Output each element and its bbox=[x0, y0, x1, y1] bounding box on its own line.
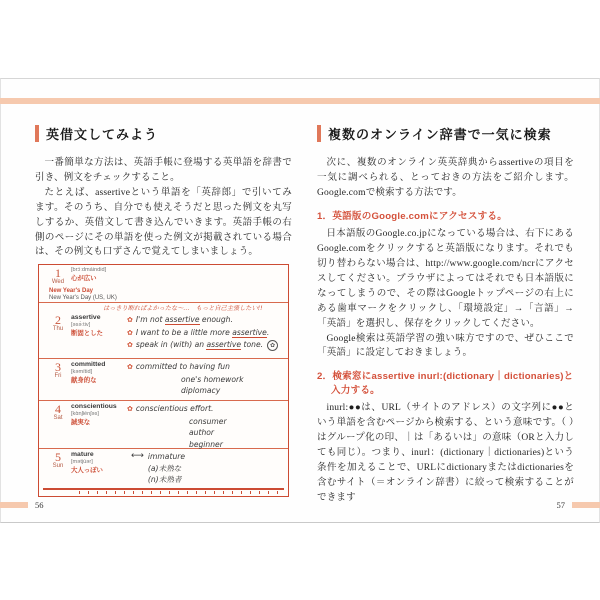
holiday-event-red: New Year's Day bbox=[49, 288, 94, 294]
example-sentence bbox=[189, 427, 227, 439]
sentence-text: (a)未熟な bbox=[147, 463, 182, 473]
date-number: 1 bbox=[55, 266, 61, 280]
step1-title: 1．英語版のGoogle.comにアクセスする。 bbox=[317, 210, 508, 222]
sentence-text: immature bbox=[147, 452, 186, 461]
example-sentence bbox=[127, 339, 278, 352]
sentence-text: one's homework bbox=[181, 374, 244, 384]
example-sentence bbox=[148, 463, 185, 475]
word-cell bbox=[71, 451, 127, 486]
step2-title: 2．検索窓にassertive inurl:(dictionary｜dictionaries)と入力する。 bbox=[317, 371, 574, 396]
example-sentence bbox=[181, 374, 244, 386]
flower-bullet-icon: ✿ bbox=[127, 363, 133, 371]
double-arrow-icon: ⟷ bbox=[131, 451, 144, 461]
left-paragraph-1: 一番簡単な方法は、英語手帳に登場する英単語を辞書で引き、例文をチェックすること。 bbox=[35, 158, 292, 183]
date-cell bbox=[45, 361, 71, 397]
date-weekday: Fri bbox=[54, 373, 62, 379]
diary-row-jan3 bbox=[39, 359, 288, 401]
sentence-text: enough. bbox=[199, 315, 233, 324]
flower-bullet-icon: ✿ bbox=[127, 341, 133, 349]
date-cell bbox=[45, 451, 71, 486]
handwritten-example-sentences bbox=[127, 314, 278, 352]
antonym-block bbox=[148, 451, 185, 486]
date-weekday: Thu bbox=[52, 326, 64, 332]
example-sentence bbox=[127, 361, 244, 374]
flower-bullet-icon: ✿ bbox=[127, 405, 133, 413]
underlined-keyword: assertive bbox=[232, 327, 267, 337]
date-number: 4 bbox=[55, 402, 61, 416]
top-salmon-bar bbox=[0, 98, 600, 104]
sentence-text: author bbox=[189, 428, 215, 437]
sentence-text: committed to having fun bbox=[135, 362, 230, 371]
word-meaning: 大人っぽい bbox=[71, 467, 103, 474]
left-paragraph-2: たとえば、assertiveという単語を「英辞郎」で引いてみます。そのうち、自分でも使えそうだと思った例文を丸写しするか、英借文して書き込んでいきます。英語手帳の右側のページにその単語を使った例文が掲載されている場合は、その例文も口ずさんで覚えてしまいましょう。 bbox=[35, 187, 292, 258]
sentence-text: diplomacy bbox=[181, 386, 221, 395]
sentence-text: tone. bbox=[241, 340, 264, 349]
diary-ruler-ticks bbox=[79, 491, 280, 494]
sentence-text: I'm not bbox=[135, 315, 165, 324]
handwritten-example-sentences bbox=[127, 403, 227, 450]
word-meaning: 誠実な bbox=[71, 419, 91, 426]
date-number: 5 bbox=[55, 450, 61, 464]
date-weekday: Sun bbox=[52, 463, 64, 469]
date-cell bbox=[45, 314, 71, 352]
left-page-number: 56 bbox=[35, 500, 44, 510]
word-pronunciation: [əsə́ːtiv] bbox=[71, 322, 91, 328]
underlined-keyword: assertive bbox=[164, 315, 200, 324]
example-sentence bbox=[148, 474, 185, 486]
handwritten-red-note: はっきり断ればよかったな〜… もっと自己主張したい!! bbox=[103, 305, 263, 312]
right-page-number: 57 bbox=[556, 500, 565, 510]
flower-bullet-icon: ✿ bbox=[127, 328, 133, 337]
sentence-text: I want to be a little more bbox=[135, 327, 233, 337]
sentence-text: (n)未熟者 bbox=[147, 475, 182, 484]
right-page-title: 複数のオンライン辞書で一気に検索 bbox=[328, 127, 552, 142]
example-sentence bbox=[127, 403, 227, 416]
step1-body-paragraph-2: Google検索は英語学習の強い味方ですので、ぜひここで「英語」に設定しておきましょう。 bbox=[317, 333, 574, 359]
diary-row-jan5 bbox=[39, 449, 288, 487]
date-number: 3 bbox=[55, 360, 61, 374]
sentence-text: conscientious effort. bbox=[135, 404, 214, 413]
word-meaning: 心が広い bbox=[71, 275, 97, 282]
diary-bottom-rule bbox=[43, 488, 284, 490]
word-headword: mature bbox=[71, 451, 94, 458]
diary-row-jan4 bbox=[39, 401, 288, 449]
english-diary-illustration bbox=[38, 264, 289, 497]
circled-doodle-icon: ✿ bbox=[267, 340, 278, 351]
diary-row-jan2 bbox=[39, 303, 288, 359]
word-headword: committed bbox=[71, 361, 106, 368]
heading-accent-bar bbox=[35, 125, 39, 142]
sentence-text: beginner bbox=[189, 439, 223, 449]
word-pronunciation: [kɑ̀nʃiénʃəs] bbox=[71, 411, 99, 417]
flower-bullet-icon: ✿ bbox=[127, 316, 133, 324]
word-meaning: 断固とした bbox=[71, 330, 103, 337]
sentence-text: consumer bbox=[189, 416, 227, 426]
word-cell bbox=[71, 403, 127, 450]
word-pronunciation: [brɔ́ːdmáindid] bbox=[71, 267, 107, 273]
example-sentence bbox=[127, 327, 278, 340]
example-sentence bbox=[127, 314, 278, 327]
handwritten-example-sentences bbox=[127, 451, 185, 486]
date-weekday: Sat bbox=[53, 415, 63, 421]
footer-salmon-bar bbox=[0, 502, 28, 508]
word-cell bbox=[71, 361, 127, 397]
date-cell bbox=[45, 403, 71, 450]
right-page-column bbox=[317, 124, 574, 506]
word-cell bbox=[71, 314, 127, 352]
right-intro-paragraph: 次に、複数のオンライン英英辞典からassertiveの項目を一気に調べられる、とっておきの方法をご紹介します。Google.comで検索する方法です。 bbox=[317, 158, 574, 198]
date-weekday: Wed bbox=[51, 279, 65, 285]
heading-accent-bar bbox=[317, 125, 321, 142]
sentence-text: speak in (with) an bbox=[135, 340, 207, 349]
word-pronunciation: [mətjúər] bbox=[71, 459, 93, 465]
handwritten-example-sentences bbox=[127, 361, 244, 397]
right-page-heading bbox=[317, 124, 574, 143]
word-cell bbox=[71, 267, 127, 286]
left-page-footer bbox=[0, 500, 44, 510]
holiday-event-gray: New Year's Day (US, UK) bbox=[49, 295, 117, 301]
date-number: 2 bbox=[55, 313, 61, 327]
diary-row-jan1 bbox=[39, 265, 288, 303]
underlined-keyword: assertive bbox=[206, 340, 242, 349]
footer-salmon-bar bbox=[572, 502, 600, 508]
right-page-footer bbox=[557, 500, 600, 510]
step2-body-paragraph: inurl:●●は、URL（サイトのアドレス）の文字列に●●という単語を含むページから検索する、という意味です。（ ）はグループ化の印、｜は「あるいは」の意味（ORと入力しても同じ）。つまり、inurl：(dictionary｜dictionaries)という条件を加えることで、URLにdictionaryまたはdictionariesを含むサイト（＝オンライン辞書）に絞って検索することができます bbox=[317, 403, 574, 503]
word-headword: assertive bbox=[71, 314, 101, 321]
word-pronunciation: [kəmítid] bbox=[71, 369, 93, 375]
left-page-heading bbox=[35, 124, 292, 143]
sentence-text: . bbox=[266, 327, 270, 337]
step1-body-paragraph-1: 日本語版のGoogle.co.jpになっている場合は、右下にあるGoogle.comをクリックすると英語版になります。それでも切り替わらない場合は、http://www.google.com/ncrにアクセスしてください。ブラウザによってはそれでも日本語版になってしまうので、その際はGoogleトップページの右上にある歯車マークをクリックし、「環境設定」→「言語」→「英語」を選択し、保存をクリックしてください。 bbox=[317, 229, 574, 329]
left-page-column bbox=[35, 124, 292, 260]
example-sentence bbox=[148, 451, 185, 463]
left-page-title: 英借文してみよう bbox=[46, 127, 159, 142]
example-sentence bbox=[181, 385, 244, 397]
holiday-events bbox=[49, 288, 284, 302]
word-headword: conscientious bbox=[71, 403, 117, 410]
date-cell bbox=[45, 267, 71, 286]
word-meaning: 献身的な bbox=[71, 377, 97, 384]
example-sentence bbox=[189, 416, 227, 428]
